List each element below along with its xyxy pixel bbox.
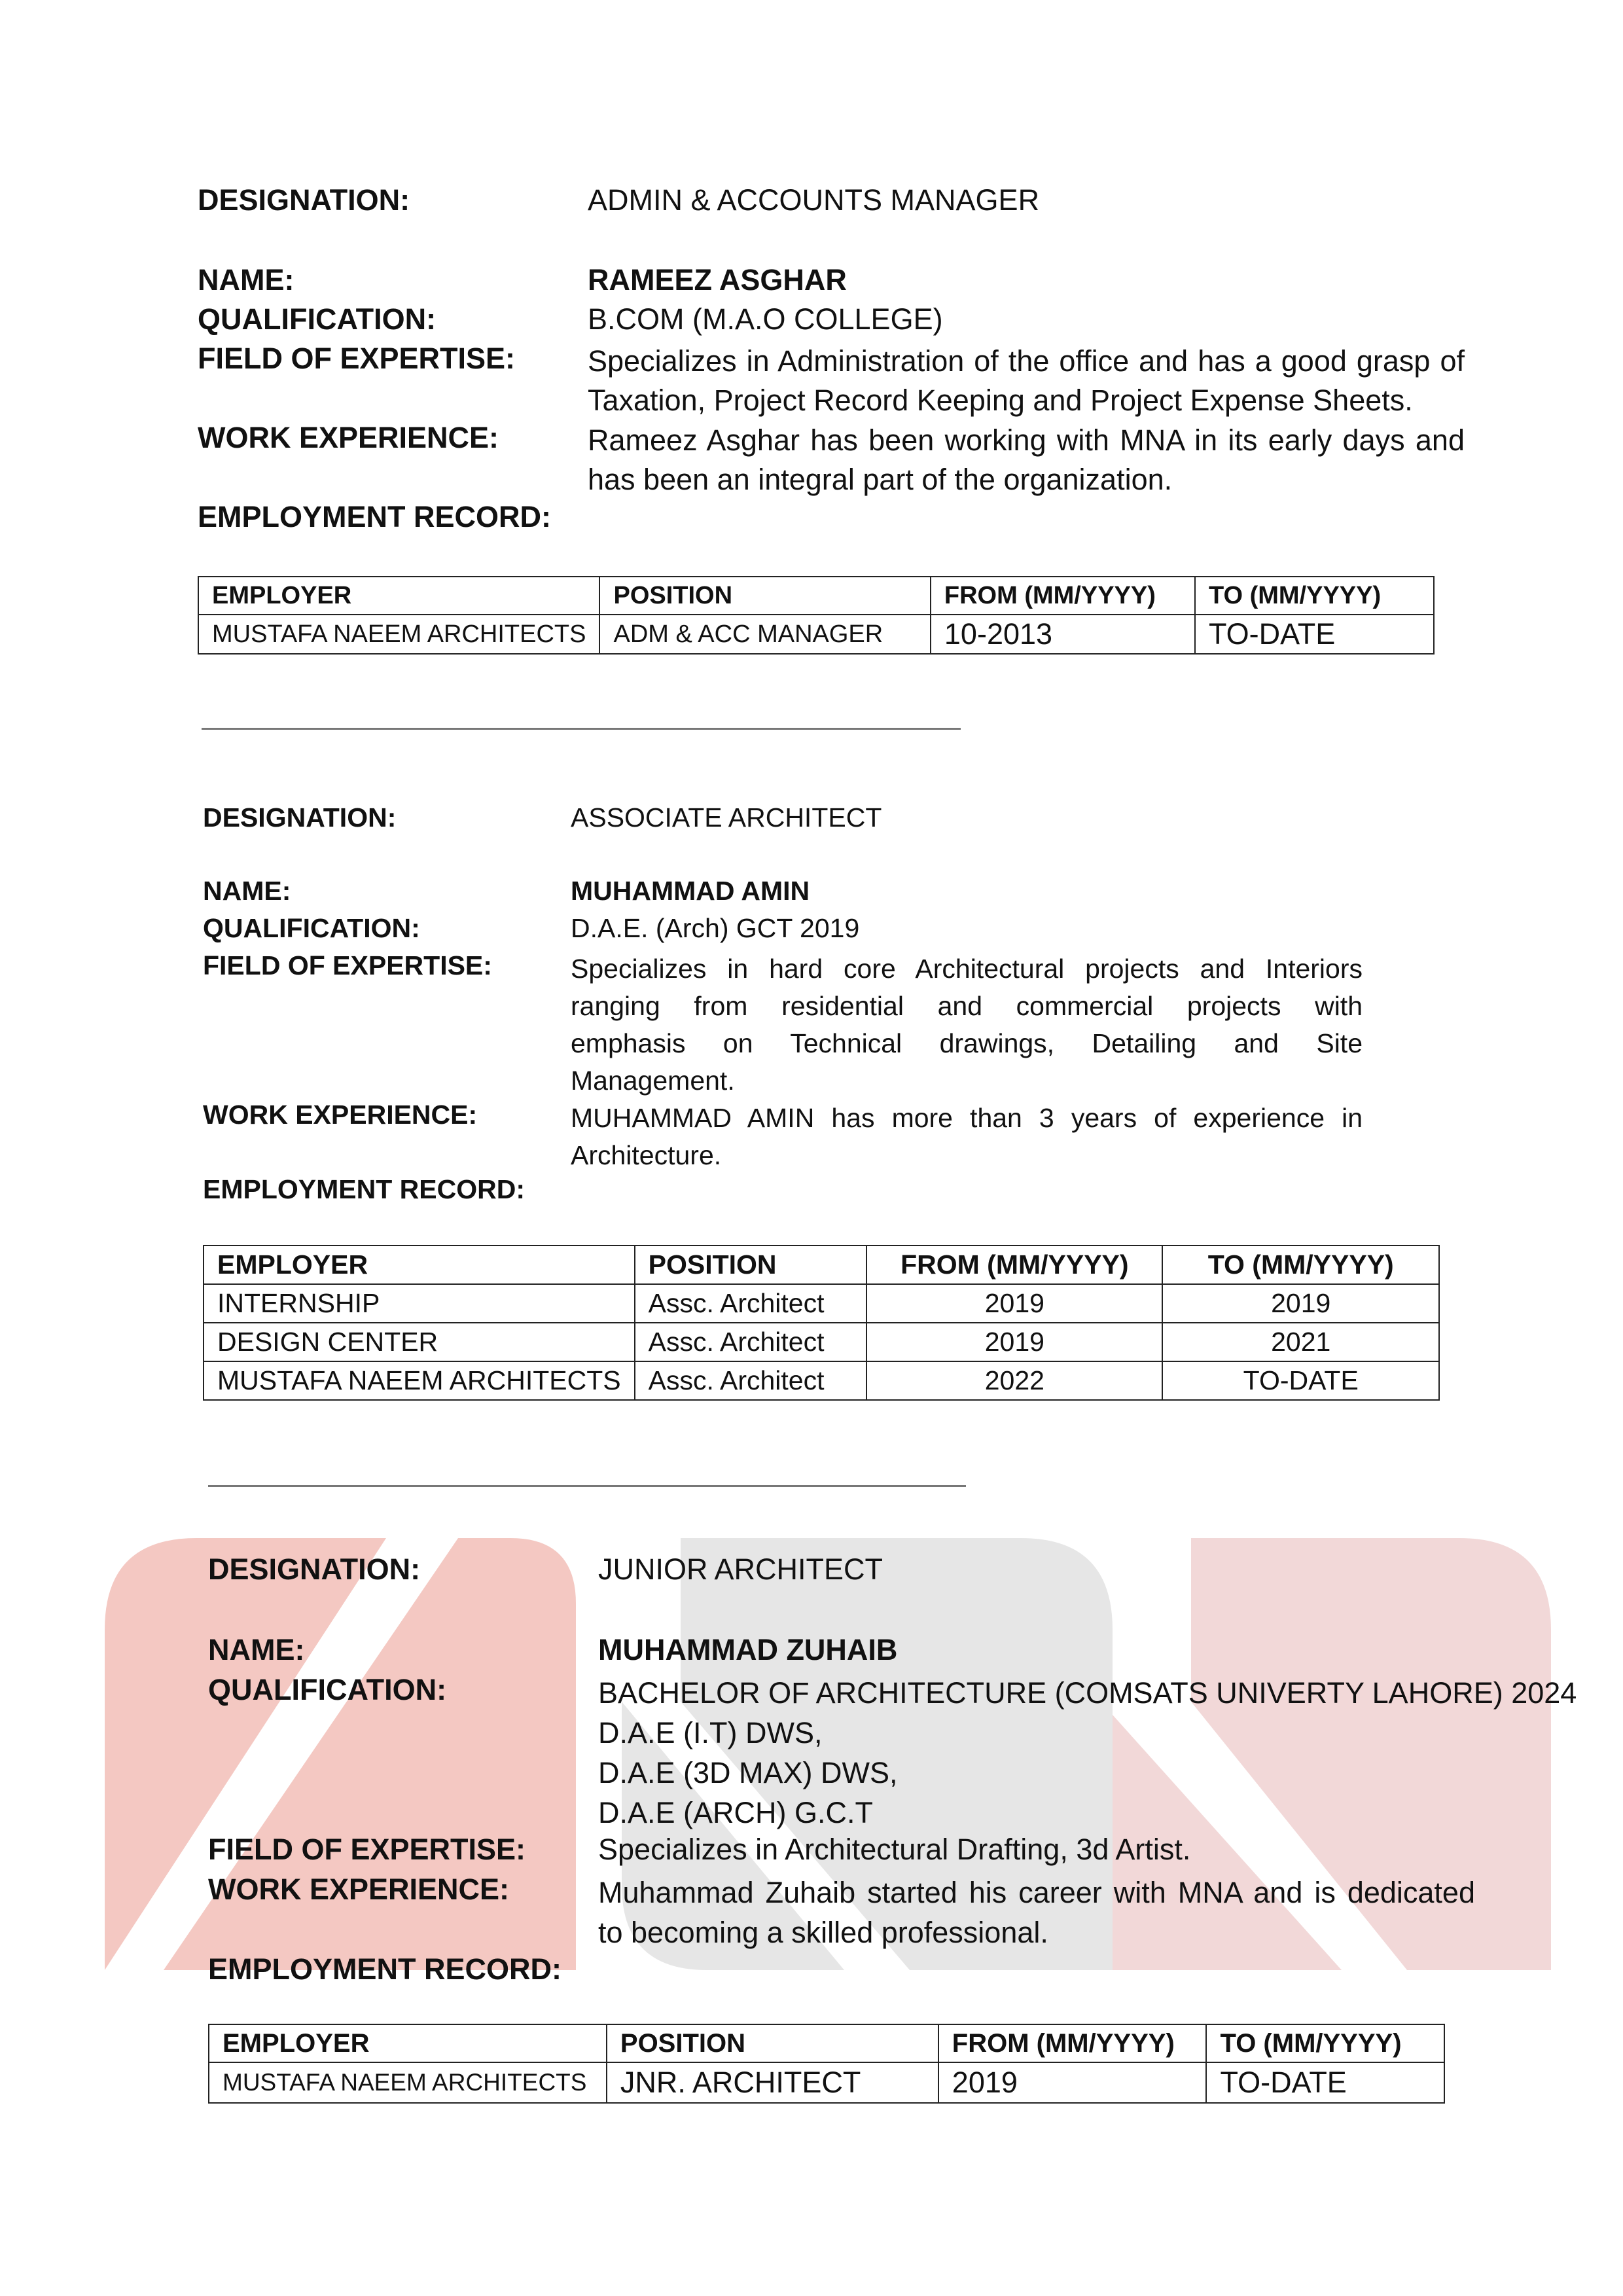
table-header-row xyxy=(204,1246,1439,1284)
cell-employer: DESIGN CENTER xyxy=(204,1323,635,1361)
work-experience-label: WORK EXPERIENCE: xyxy=(208,1873,510,1906)
profile-section-admin-manager xyxy=(0,0,1623,687)
expertise-line: Specializes in Administration of the office and has a good grasp of xyxy=(588,344,1465,378)
expertise-value xyxy=(588,342,1465,420)
name-value: MUHAMMAD ZUHAIB xyxy=(598,1633,898,1666)
employment-record-label: EMPLOYMENT RECORD: xyxy=(208,1952,562,1986)
designation-value: ADMIN & ACCOUNTS MANAGER xyxy=(588,183,1040,217)
experience-line: has been an integral part of the organization. xyxy=(588,463,1173,496)
expertise-line: Management. xyxy=(571,1066,735,1096)
cell-position: ADM & ACC MANAGER xyxy=(599,615,930,654)
name-label: NAME: xyxy=(208,1633,305,1666)
cell-to: 2019 xyxy=(1162,1284,1439,1323)
cell-position: JNR. ARCHITECT xyxy=(607,2062,938,2103)
cell-employer: MUSTAFA NAEEM ARCHITECTS xyxy=(209,2062,607,2103)
expertise-line: Taxation, Project Record Keeping and Project Expense Sheets. xyxy=(588,384,1413,417)
qualification-value xyxy=(598,1673,1577,1833)
experience-line: Muhammad Zuhaib started his career with MNA and is dedicated xyxy=(598,1876,1475,1909)
table-row xyxy=(209,2062,1444,2103)
cell-from: 2019 xyxy=(938,2062,1207,2103)
table-header-row xyxy=(209,2024,1444,2062)
cell-position: Assc. Architect xyxy=(635,1361,867,1400)
header-to: TO (MM/YYYY) xyxy=(1162,1246,1439,1284)
cell-to: TO-DATE xyxy=(1206,2062,1444,2103)
qualification-value: D.A.E. (Arch) GCT 2019 xyxy=(571,913,860,943)
section-divider xyxy=(202,728,961,730)
cell-from: 2019 xyxy=(866,1323,1162,1361)
cell-employer: INTERNSHIP xyxy=(204,1284,635,1323)
header-from: FROM (MM/YYYY) xyxy=(866,1246,1162,1284)
header-from: FROM (MM/YYYY) xyxy=(931,577,1195,615)
experience-line: to becoming a skilled professional. xyxy=(598,1916,1048,1949)
expertise-line: emphasis on Technical drawings, Detailing and Site xyxy=(571,1028,1363,1058)
qualification-line: D.A.E (I.T) DWS, xyxy=(598,1716,823,1749)
header-from: FROM (MM/YYYY) xyxy=(938,2024,1207,2062)
section-divider xyxy=(208,1485,966,1487)
work-experience-value xyxy=(571,1100,1363,1174)
profile-section-associate-architect xyxy=(0,753,1623,1440)
header-position: POSITION xyxy=(607,2024,938,2062)
name-label: NAME: xyxy=(203,876,291,906)
cell-position: Assc. Architect xyxy=(635,1323,867,1361)
name-value: RAMEEZ ASGHAR xyxy=(588,263,847,296)
work-experience-value xyxy=(588,421,1465,499)
header-employer: EMPLOYER xyxy=(198,577,599,615)
header-position: POSITION xyxy=(599,577,930,615)
header-employer: EMPLOYER xyxy=(209,2024,607,2062)
employment-table xyxy=(198,576,1435,655)
qualification-label: QUALIFICATION: xyxy=(203,913,420,943)
qualification-label: QUALIFICATION: xyxy=(198,302,437,336)
experience-line: Architecture. xyxy=(571,1140,722,1170)
cell-to: 2021 xyxy=(1162,1323,1439,1361)
header-employer: EMPLOYER xyxy=(204,1246,635,1284)
qualification-value: B.COM (M.A.O COLLEGE) xyxy=(588,302,943,336)
cell-to: TO-DATE xyxy=(1162,1361,1439,1400)
table-header-row xyxy=(198,577,1434,615)
expertise-label: FIELD OF EXPERTISE: xyxy=(203,950,492,980)
table-row xyxy=(204,1361,1439,1400)
cell-to: TO-DATE xyxy=(1195,615,1434,654)
designation-value: ASSOCIATE ARCHITECT xyxy=(571,802,882,833)
expertise-line: ranging from residential and commercial projects with xyxy=(571,991,1363,1021)
experience-line: MUHAMMAD AMIN has more than 3 years of experience in xyxy=(571,1103,1363,1133)
expertise-label: FIELD OF EXPERTISE: xyxy=(208,1833,526,1866)
name-value: MUHAMMAD AMIN xyxy=(571,876,810,906)
cell-from: 10-2013 xyxy=(931,615,1195,654)
table-row xyxy=(198,615,1434,654)
qualification-line: D.A.E (3D MAX) DWS, xyxy=(598,1756,898,1789)
expertise-value xyxy=(571,950,1363,1100)
expertise-value: Specializes in Architectural Drafting, 3d Artist. xyxy=(598,1833,1191,1866)
profile-section-junior-architect xyxy=(0,1505,1623,2160)
employment-record-label: EMPLOYMENT RECORD: xyxy=(198,500,551,533)
table-row xyxy=(204,1323,1439,1361)
employment-table xyxy=(203,1245,1440,1401)
designation-value: JUNIOR ARCHITECT xyxy=(598,1552,883,1586)
header-position: POSITION xyxy=(635,1246,867,1284)
cell-employer: MUSTAFA NAEEM ARCHITECTS xyxy=(198,615,599,654)
name-label: NAME: xyxy=(198,263,294,296)
table-row xyxy=(204,1284,1439,1323)
expertise-line: Specializes in hard core Architectural projects and Interiors xyxy=(571,954,1363,984)
designation-label: DESIGNATION: xyxy=(208,1552,421,1586)
designation-label: DESIGNATION: xyxy=(203,802,397,833)
header-to: TO (MM/YYYY) xyxy=(1206,2024,1444,2062)
employment-table xyxy=(208,2024,1445,2104)
qualification-label: QUALIFICATION: xyxy=(208,1673,447,1706)
employment-record-label: EMPLOYMENT RECORD: xyxy=(203,1174,525,1204)
work-experience-label: WORK EXPERIENCE: xyxy=(203,1100,478,1130)
cell-position: Assc. Architect xyxy=(635,1284,867,1323)
work-experience-value xyxy=(598,1873,1475,1952)
cell-from: 2022 xyxy=(866,1361,1162,1400)
cell-from: 2019 xyxy=(866,1284,1162,1323)
work-experience-label: WORK EXPERIENCE: xyxy=(198,421,499,454)
designation-label: DESIGNATION: xyxy=(198,183,410,217)
qualification-line: D.A.E (ARCH) G.C.T xyxy=(598,1796,874,1829)
expertise-label: FIELD OF EXPERTISE: xyxy=(198,342,516,375)
qualification-line: BACHELOR OF ARCHITECTURE (COMSATS UNIVERTY LAHORE) 2024 xyxy=(598,1676,1577,1710)
cell-employer: MUSTAFA NAEEM ARCHITECTS xyxy=(204,1361,635,1400)
header-to: TO (MM/YYYY) xyxy=(1195,577,1434,615)
experience-line: Rameez Asghar has been working with MNA in its early days and xyxy=(588,423,1465,457)
